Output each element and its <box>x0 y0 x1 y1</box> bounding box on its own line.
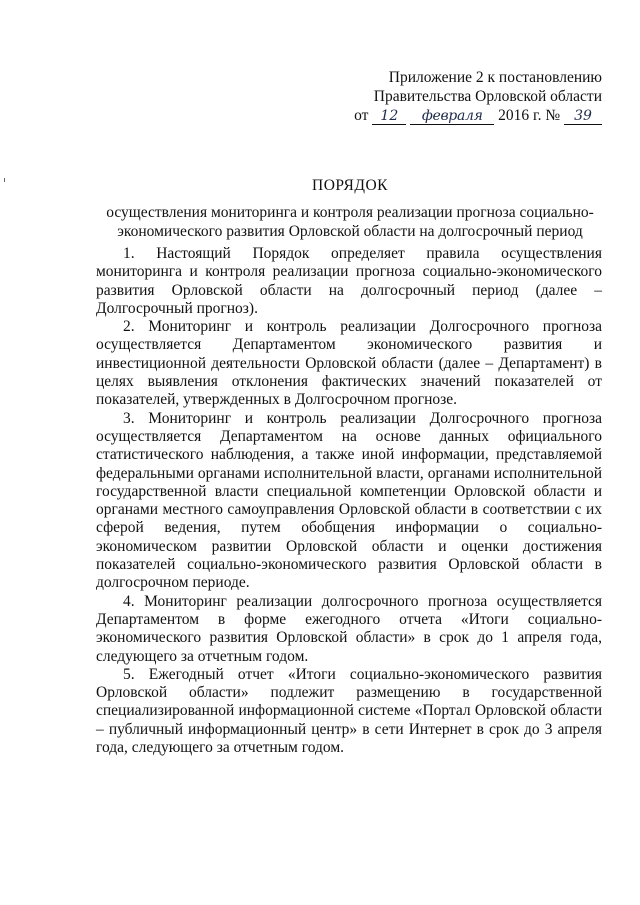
paragraph-2: 2. Мониторинг и контроль реализации Долгосрочного прогноза осуществляется Департаментом экономического развития и инвестиционной деятельности Орловской области (далее – Департамент) в целях выявления отклонения фактических значений показателей от показателей, утвержденных в Долгосрочном прогнозе. <box>96 318 602 409</box>
appendix-header <box>340 68 602 125</box>
date-month-handwritten: февраля <box>410 109 494 125</box>
title-subtitle: осуществления мониторинга и контроля реализации прогноза социально-экономического развития Орловской области на долгосрочный период <box>106 204 594 240</box>
paragraph-3: 3. Мониторинг и контроль реализации Долгосрочного прогноза осуществляется Департаментом на основе данных официального статистического наблюдения, а также иной информации, представляемой федеральными органами исполнительной власти, органами исполнительной государственной власти специальной компетенции Орловской области и органами местного самоуправления Орловской области в соответствии с их сферой ведения, путем обобщения информации о социально-экономическом развитии Орловской области и оценки достижения показателей социально-экономического развития Орловской области в долгосрочном периоде. <box>96 409 602 592</box>
date-prefix: от <box>354 107 369 124</box>
appendix-line-2: Правительства Орловской области <box>373 88 602 105</box>
date-day-handwritten: 12 <box>372 109 406 125</box>
appendix-date-line <box>340 106 602 125</box>
appendix-line-1: Приложение 2 к постановлению <box>388 69 602 86</box>
date-year: 2016 г. № <box>498 107 561 124</box>
title-heading: ПОРЯДОК <box>312 177 388 194</box>
document-body <box>96 245 602 757</box>
document-number-handwritten: 39 <box>564 109 602 125</box>
margin-mark <box>4 178 5 182</box>
paragraph-1: 1. Настоящий Порядок определяет правила осуществления мониторинга и контроля реализации прогноза социально-экономического развития Орловской области на долгосрочный период (далее – Долгосрочный прогноз). <box>96 245 602 317</box>
document-title <box>90 176 610 241</box>
paragraph-5: 5. Ежегодный отчет «Итоги социально-экономического развития Орловской области» подлежит размещению в государственной специализированной информационной системе «Портал Орловской области – публичный информационный центр» в сети Интернет в срок до 3 апреля года, следующего за отчетным годом. <box>96 665 602 757</box>
paragraph-4: 4. Мониторинг реализации долгосрочного прогноза осуществляется Департаментом в форме ежегодного отчета «Итоги социально-экономического развития Орловской области» в срок до 1 апреля года, следующего за отчетным годом. <box>96 592 602 665</box>
